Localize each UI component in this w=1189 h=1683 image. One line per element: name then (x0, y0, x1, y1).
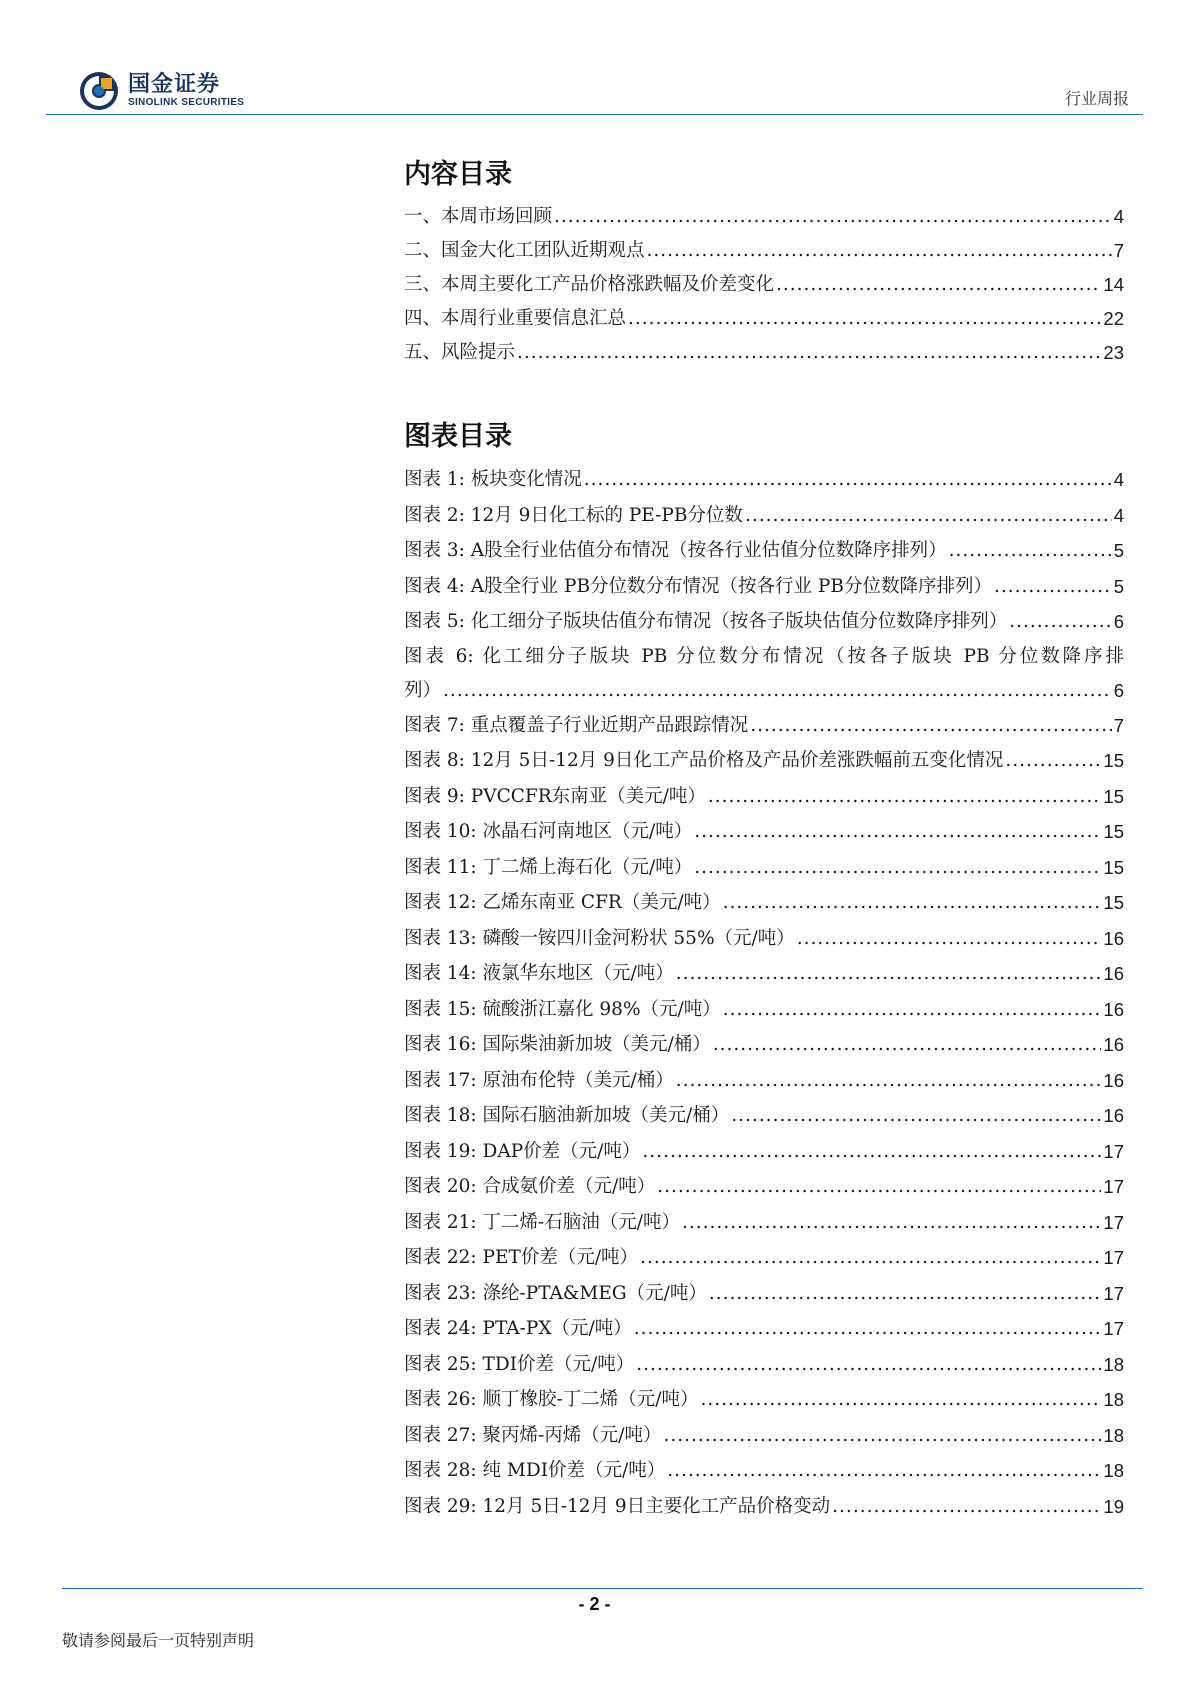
dot-leader (723, 992, 1102, 1028)
toc-page-number: 6 (1113, 611, 1124, 632)
dot-leader (667, 1453, 1101, 1489)
toc-label: 五、风险提示 (404, 342, 516, 363)
toc-page-number: 15 (1103, 821, 1124, 842)
figure-item[interactable] (404, 604, 1124, 640)
dot-leader (994, 569, 1112, 605)
figure-item[interactable] (404, 814, 1124, 850)
sinolink-logo-icon (78, 70, 120, 112)
toc-page-number: 19 (1103, 1495, 1124, 1517)
figure-item[interactable] (404, 1169, 1124, 1205)
toc-label: 图表 25: TDI价差（元/吨） (404, 1353, 635, 1375)
toc-page-number: 18 (1103, 1353, 1124, 1375)
toc-page-number: 16 (1103, 927, 1124, 949)
toc-page-number: 22 (1103, 308, 1124, 329)
toc-label: 二、国金大化工团队近期观点 (404, 240, 645, 261)
toc-label: 图表 15: 硫酸浙江嘉化 98%（元/吨） (404, 998, 721, 1020)
toc-label: 图表 20: 合成氨价差（元/吨） (404, 1176, 656, 1197)
dot-leader (636, 1347, 1101, 1383)
figure-item[interactable] (404, 1098, 1124, 1134)
figure-item[interactable] (404, 850, 1124, 886)
figure-item[interactable] (404, 1311, 1124, 1347)
dot-leader (776, 268, 1101, 302)
toc-label: 图表 2: 12月 9日化工标的 PE-PB分位数 (404, 504, 743, 526)
toc-label: 图表 23: 涤纶-PTA&MEG（元/吨） (404, 1282, 707, 1304)
dot-leader (634, 1311, 1102, 1347)
figure-item[interactable] (404, 1276, 1124, 1312)
toc-page-number: 6 (1113, 679, 1124, 701)
dot-leader (701, 1382, 1102, 1418)
figure-item[interactable] (404, 1240, 1124, 1276)
dot-leader (709, 1276, 1102, 1312)
figure-item[interactable] (404, 921, 1124, 957)
figure-item[interactable] (404, 1382, 1124, 1418)
toc-page-number: 18 (1103, 1389, 1124, 1410)
dot-leader (750, 708, 1111, 744)
figure-item[interactable] (404, 640, 1124, 674)
toc-label: 图表 22: PET价差（元/吨） (404, 1247, 639, 1268)
contents-item[interactable] (404, 302, 1124, 336)
dot-leader (723, 885, 1102, 921)
toc-label: 图表 1: 板块变化情况 (404, 469, 582, 490)
contents-list (404, 200, 1124, 370)
toc-page-number: 15 (1103, 750, 1124, 771)
toc-label: 列） (404, 679, 442, 701)
toc-page-number: 17 (1103, 1318, 1124, 1339)
toc-page-number: 15 (1103, 785, 1124, 807)
logo-english-name: SINOLINK SECURITIES (128, 97, 245, 108)
figure-item[interactable] (404, 1063, 1124, 1099)
toc-label: 图表 18: 国际石脑油新加坡（美元/桶） (404, 1105, 730, 1126)
header-divider (46, 114, 1143, 115)
toc-page-number: 15 (1103, 856, 1124, 878)
toc-page-number: 17 (1103, 1176, 1124, 1197)
toc-page-number: 18 (1103, 1460, 1124, 1481)
toc-label: 四、本周行业重要信息汇总 (404, 308, 627, 329)
toc-label: 图表 7: 重点覆盖子行业近期产品跟踪情况 (404, 714, 749, 736)
dot-leader (657, 1169, 1101, 1205)
toc-label: 图表 13: 磷酸一铵四川金河粉状 55%（元/吨） (404, 927, 795, 949)
dot-leader (554, 200, 1112, 234)
dot-leader (832, 1489, 1101, 1525)
table-of-contents (404, 150, 1124, 1524)
figure-item[interactable] (404, 779, 1124, 815)
toc-page-number: 16 (1103, 1069, 1124, 1091)
dot-leader (713, 1027, 1102, 1063)
figure-item[interactable] (404, 708, 1124, 744)
figure-item[interactable] (404, 1205, 1124, 1241)
toc-page-number: 17 (1103, 1211, 1124, 1233)
toc-label: 图表 29: 12月 5日-12月 9日主要化工产品价格变动 (404, 1495, 831, 1517)
toc-label: 图表 11: 丁二烯上海石化（元/吨） (404, 856, 693, 878)
figures-title: 图表目录 (404, 421, 512, 452)
figure-item[interactable] (404, 1418, 1124, 1454)
dot-leader (584, 462, 1112, 498)
toc-page-number: 4 (1113, 206, 1124, 227)
contents-item[interactable] (404, 336, 1124, 370)
toc-label: 图表 5: 化工细分子版块估值分布情况（按各子版块估值分位数降序排列） (404, 611, 1008, 632)
page-number: - 2 - (578, 1594, 611, 1614)
dot-leader (517, 336, 1101, 370)
dot-leader (640, 1240, 1101, 1276)
figure-item[interactable] (404, 1453, 1124, 1489)
contents-item[interactable] (404, 200, 1124, 234)
figure-item[interactable] (404, 462, 1124, 498)
toc-page-number: 16 (1103, 1034, 1124, 1055)
dot-leader (694, 850, 1101, 886)
dot-leader (694, 814, 1101, 850)
toc-page-number: 15 (1103, 892, 1124, 913)
dot-leader (949, 533, 1112, 569)
toc-label: 图表 21: 丁二烯-石脑油（元/吨） (404, 1211, 681, 1233)
figure-item[interactable] (404, 1489, 1124, 1525)
toc-page-number: 5 (1113, 540, 1124, 561)
report-type: 行业周报 (1064, 89, 1129, 108)
contents-item[interactable] (404, 234, 1124, 268)
logo-chinese-name: 国金证券 (128, 72, 221, 97)
toc-label: 图表 16: 国际柴油新加坡（美元/桶） (404, 1034, 711, 1055)
dot-leader (642, 1134, 1101, 1170)
figure-item[interactable] (404, 533, 1124, 569)
figure-item[interactable] (404, 885, 1124, 921)
toc-page-number: 16 (1103, 1105, 1124, 1126)
figure-item[interactable] (404, 569, 1124, 605)
toc-label: 图表 8: 12月 5日-12月 9日化工产品价格及产品价差涨跌幅前五变化情况 (404, 750, 1004, 771)
brand-logo (78, 70, 244, 112)
page-header (0, 0, 1189, 120)
figure-item[interactable] (404, 498, 1124, 534)
toc-page-number: 7 (1113, 240, 1124, 261)
dot-leader (647, 234, 1112, 268)
toc-label: 图表 12: 乙烯东南亚 CFR（美元/吨） (404, 892, 721, 913)
toc-label: 图表 17: 原油布伦特（美元/桶） (404, 1069, 674, 1091)
dot-leader (797, 921, 1102, 957)
dot-leader (1009, 604, 1111, 640)
toc-page-number: 17 (1103, 1247, 1124, 1268)
toc-page-number: 5 (1113, 575, 1124, 597)
dot-leader (676, 1063, 1102, 1099)
toc-label: 一、本周市场回顾 (404, 206, 553, 227)
dot-leader (708, 779, 1102, 815)
dot-leader (731, 1098, 1101, 1134)
toc-label: 图表 26: 顺丁橡胶-丁二烯（元/吨） (404, 1389, 699, 1410)
dot-leader (664, 1418, 1102, 1454)
toc-label: 三、本周主要化工产品价格涨跌幅及价差变化 (404, 274, 775, 295)
toc-page-number: 4 (1113, 504, 1124, 526)
toc-label: 图表 27: 聚丙烯-丙烯（元/吨） (404, 1424, 662, 1446)
toc-page-number: 18 (1103, 1424, 1124, 1446)
toc-label: 图表 19: DAP价差（元/吨） (404, 1140, 641, 1162)
toc-label: 图表 24: PTA-PX（元/吨） (404, 1318, 632, 1339)
figure-item-continuation[interactable] (404, 674, 1124, 708)
toc-page-number: 14 (1103, 274, 1124, 295)
toc-label: 图表 14: 液氯华东地区（元/吨） (404, 963, 674, 984)
dot-leader (676, 956, 1102, 992)
figures-list (404, 462, 1124, 1524)
figure-item[interactable] (404, 1347, 1124, 1383)
dot-leader (628, 302, 1101, 336)
toc-page-number: 7 (1113, 714, 1124, 736)
footer-divider (62, 1588, 1143, 1589)
footer-disclaimer: 敬请参阅最后一页特别声明 (62, 1631, 255, 1650)
toc-label: 图表 4: A股全行业 PB分位数分布情况（按各行业 PB分位数降序排列） (404, 575, 992, 597)
figure-item[interactable] (404, 956, 1124, 992)
contents-item[interactable] (404, 268, 1124, 302)
toc-page-number: 16 (1103, 998, 1124, 1020)
dot-leader (745, 498, 1112, 534)
dot-leader (682, 1205, 1101, 1241)
figure-item[interactable] (404, 1134, 1124, 1170)
dot-leader (443, 674, 1112, 708)
toc-label: 图表 10: 冰晶石河南地区（元/吨） (404, 821, 693, 842)
toc-page-number: 16 (1103, 963, 1124, 984)
toc-label: 图表 3: A股全行业估值分布情况（按各行业估值分位数降序排列） (404, 540, 947, 561)
contents-title: 内容目录 (404, 159, 512, 190)
toc-label: 图表 6: 化工细分子版块 PB 分位数分布情况（按各子版块 PB 分位数降序排 (404, 645, 1124, 667)
toc-label: 图表 9: PVCCFR东南亚（美元/吨） (404, 785, 706, 807)
toc-label: 图表 28: 纯 MDI价差（元/吨） (404, 1460, 666, 1481)
figure-item[interactable] (404, 992, 1124, 1028)
dot-leader (1005, 743, 1101, 779)
toc-page-number: 17 (1103, 1282, 1124, 1304)
toc-page-number: 23 (1103, 342, 1124, 363)
toc-page-number: 4 (1113, 469, 1124, 490)
figure-item[interactable] (404, 1027, 1124, 1063)
figure-item[interactable] (404, 743, 1124, 779)
toc-page-number: 17 (1103, 1140, 1124, 1162)
